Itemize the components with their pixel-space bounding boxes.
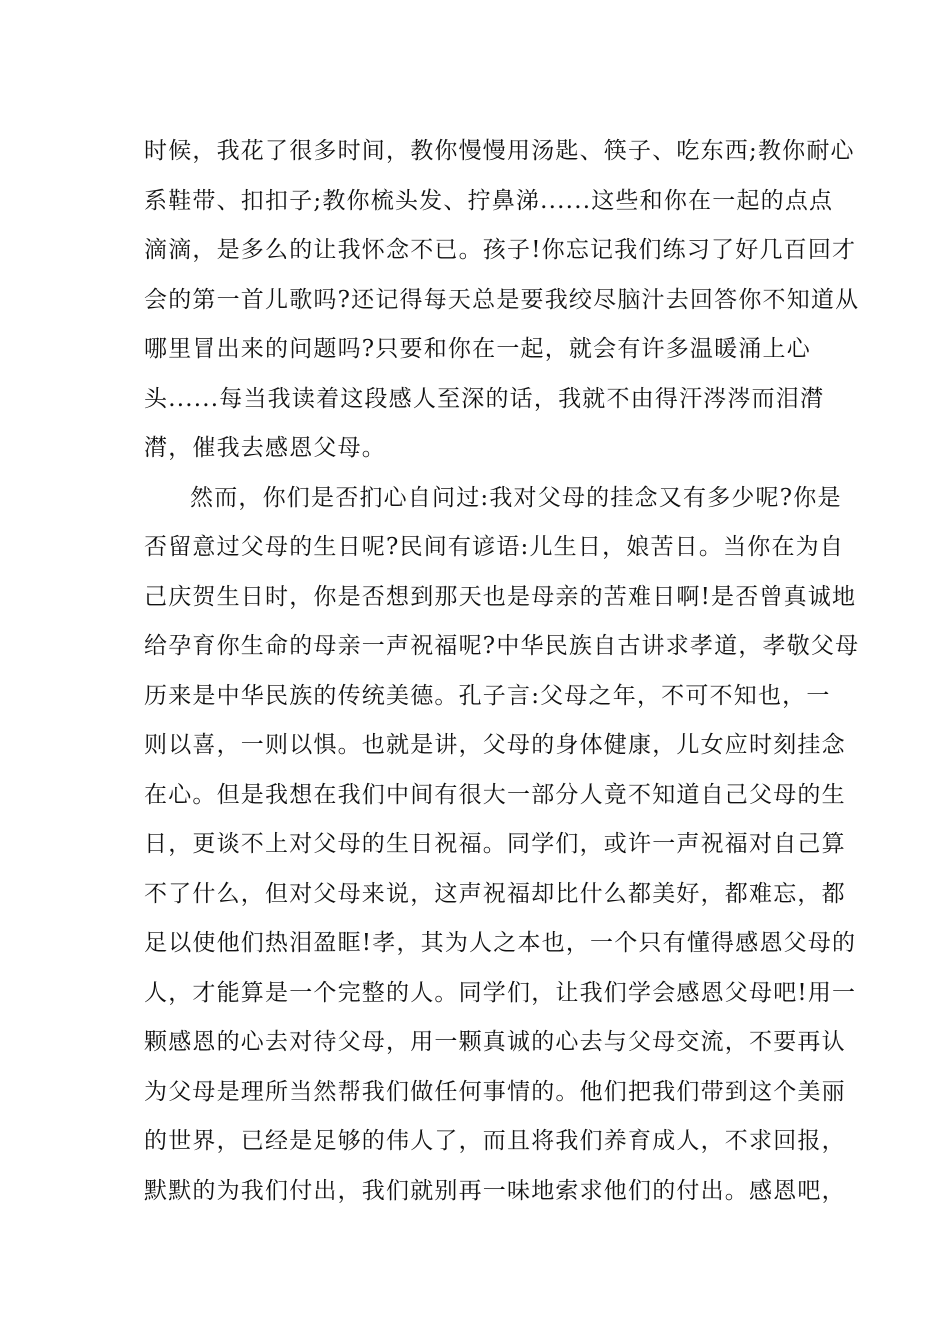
text-line: 默默的为我们付出，我们就别再一味地索求他们的付出。感恩吧， (144, 1177, 846, 1204)
text-line: 日，更谈不上对父母的生日祝福。同学们，或许一声祝福对自己算 (144, 831, 846, 857)
text-line: 历来是中华民族的传统美德。孔子言:父母之年，不可不知也，一 (144, 682, 831, 709)
text-line: 时候，我花了很多时间，教你慢慢用汤匙、筷子、吃东西;教你耐心 (144, 138, 855, 164)
body-text (144, 127, 860, 1216)
text-line: 滴滴，是多么的让我怀念不已。孩子!你忘记我们练习了好几百回才 (144, 237, 857, 263)
text-line: 人，才能算是一个完整的人。同学们，让我们学会感恩父母吧!用一 (144, 979, 857, 1006)
text-line: 在心。但是我想在我们中间有很大一部分人竟不知道自己父母的生 (144, 781, 846, 808)
text-line: 系鞋带、扣扣子;教你梳头发、拧鼻涕......这些和你在一起的点点 (144, 187, 834, 214)
paragraph-1 (144, 127, 860, 474)
text-line: 会的第一首儿歌吗?还记得每天总是要我绞尽脑汁去回答你不知道从 (144, 286, 860, 313)
text-line: 潸，催我去感恩父母。 (144, 435, 386, 461)
text-line: 则以喜，一则以惧。也就是讲，父母的身体健康，儿女应时刻挂念 (144, 732, 846, 758)
text-line: 颗感恩的心去对待父母，用一颗真诚的心去与父母交流，不要再认 (144, 1029, 846, 1055)
text-line: 足以使他们热泪盈眶!孝，其为人之本也，一个只有懂得感恩父母的 (144, 930, 857, 956)
paragraph-2 (144, 474, 860, 1217)
text-line: 否留意过父母的生日呢?民间有谚语:儿生日，娘苦日。当你在为自 (144, 534, 845, 560)
text-line: 哪里冒出来的问题吗?只要和你在一起，就会有许多温暖涌上心 (144, 336, 811, 362)
text-line: 不了什么，但对父母来说，这声祝福却比什么都美好，都难忘，都 (144, 880, 846, 907)
text-line: 为父母是理所当然帮我们做任何事情的。他们把我们带到这个美丽 (144, 1078, 846, 1105)
text-line: 头......每当我读着这段感人至深的话，我就不由得汗涔涔而泪潸 (144, 385, 825, 412)
text-line: 的世界，已经是足够的伟人了，而且将我们养育成人，不求回报， (144, 1128, 846, 1154)
text-line: 然而，你们是否扪心自问过:我对父母的挂念又有多少呢?你是 (190, 484, 842, 511)
text-line: 给孕育你生命的母亲一声祝福呢?中华民族自古讲求孝道，孝敬父母 (144, 633, 860, 659)
text-line: 己庆贺生日时，你是否想到那天也是母亲的苦难日啊!是否曾真诚地 (144, 583, 857, 610)
